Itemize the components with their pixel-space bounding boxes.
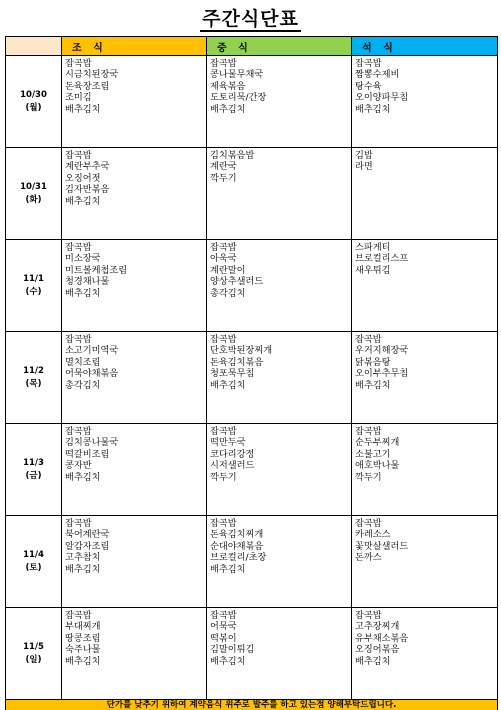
menu-item: 브로컬리/초장 xyxy=(210,552,351,563)
lunch-cell xyxy=(207,148,352,240)
menu-item: 김치콩나물국 xyxy=(65,437,206,448)
menu-item: 잡곡밥 xyxy=(65,242,206,253)
menu-item: 오징어젓 xyxy=(65,173,206,184)
day-row xyxy=(6,424,498,516)
menu-item: 라면 xyxy=(355,161,497,172)
breakfast-cell xyxy=(62,332,207,424)
menu-item: 애호박나물 xyxy=(355,460,497,471)
menu-item: 떡갈비조림 xyxy=(65,449,206,460)
lunch-cell xyxy=(207,56,352,148)
breakfast-cell xyxy=(62,240,207,332)
lunch-cell xyxy=(207,516,352,608)
header-row xyxy=(6,37,498,56)
menu-item: 잡곡밥 xyxy=(210,242,351,253)
menu-item: 배추김치 xyxy=(355,380,497,391)
menu-item: 어묵국 xyxy=(210,621,351,632)
date-cell xyxy=(6,332,62,424)
dinner-cell xyxy=(352,240,498,332)
menu-item: 돈까스 xyxy=(355,552,497,563)
menu-item: 잡곡밥 xyxy=(210,426,351,437)
menu-item: 시금치된장국 xyxy=(65,69,206,80)
breakfast-cell xyxy=(62,608,207,700)
menu-item: 고추장찌개 xyxy=(355,621,497,632)
menu-item: 콩나물무채국 xyxy=(210,69,351,80)
menu-item: 잡곡밥 xyxy=(355,610,497,621)
menu-item: 미트볼케첩조림 xyxy=(65,265,206,276)
menu-item: 오이부추무침 xyxy=(355,368,497,379)
menu-item: 배추김치 xyxy=(65,656,206,667)
day-row xyxy=(6,332,498,424)
menu-item: 김치볶음밥 xyxy=(210,150,351,161)
lunch-cell xyxy=(207,240,352,332)
menu-item: 깍두기 xyxy=(210,472,351,483)
menu-item: 소불고기 xyxy=(355,449,497,460)
menu-item: 소고기미역국 xyxy=(65,345,206,356)
menu-item: 잡곡밥 xyxy=(355,58,497,69)
day-row xyxy=(6,56,498,148)
menu-item: 돈육장조림 xyxy=(65,81,206,92)
lunch-cell xyxy=(207,608,352,700)
menu-item: 청경채나물 xyxy=(65,276,206,287)
menu-item: 계란말이 xyxy=(210,265,351,276)
menu-item: 총각김치 xyxy=(210,288,351,299)
menu-item: 숙주나물 xyxy=(65,644,206,655)
menu-item: 김자반볶음 xyxy=(65,184,206,195)
date-label: 11/2 xyxy=(6,365,61,378)
menu-item: 떡볶이 xyxy=(210,633,351,644)
menu-item: 깍두기 xyxy=(355,472,497,483)
menu-item: 계란부추국 xyxy=(65,161,206,172)
date-cell xyxy=(6,424,62,516)
menu-item: 잡곡밥 xyxy=(65,518,206,529)
lunch-cell xyxy=(207,424,352,516)
menu-table xyxy=(5,36,498,710)
weekday-label: (화) xyxy=(6,194,61,207)
menu-item: 코다리강정 xyxy=(210,449,351,460)
menu-item: 잡곡밥 xyxy=(210,518,351,529)
menu-item: 짬뽕수제비 xyxy=(355,69,497,80)
menu-item: 잡곡밥 xyxy=(355,518,497,529)
menu-item: 청포묵무침 xyxy=(210,368,351,379)
menu-item: 콩자반 xyxy=(65,460,206,471)
menu-item: 배추김치 xyxy=(355,104,497,115)
menu-item: 오이양파무침 xyxy=(355,92,497,103)
weekday-label: (일) xyxy=(6,654,61,667)
weekday-label: (월) xyxy=(6,102,61,115)
menu-item: 땅콩조림 xyxy=(65,633,206,644)
page-title-text: 주간식단표 xyxy=(200,8,301,32)
day-row xyxy=(6,516,498,608)
menu-item: 순두부찌개 xyxy=(355,437,497,448)
menu-item: 잡곡밥 xyxy=(65,58,206,69)
dinner-cell xyxy=(352,56,498,148)
dinner-cell xyxy=(352,148,498,240)
dinner-cell xyxy=(352,516,498,608)
menu-item: 깍두기 xyxy=(210,173,351,184)
menu-item: 오징어볶음 xyxy=(355,644,497,655)
breakfast-cell xyxy=(62,56,207,148)
date-label: 11/3 xyxy=(6,457,61,470)
menu-item: 양상추샐러드 xyxy=(210,276,351,287)
weekday-label: (목) xyxy=(6,378,61,391)
dinner-cell xyxy=(352,424,498,516)
menu-item: 잡곡밥 xyxy=(65,610,206,621)
menu-item: 잡곡밥 xyxy=(210,334,351,345)
menu-item: 아욱국 xyxy=(210,253,351,264)
date-label: 10/30 xyxy=(6,89,61,102)
menu-body xyxy=(6,56,498,700)
menu-item: 배추김치 xyxy=(210,656,351,667)
weekday-label: (금) xyxy=(6,470,61,483)
lunch-cell xyxy=(207,332,352,424)
date-cell xyxy=(6,608,62,700)
menu-item: 시저샐러드 xyxy=(210,460,351,471)
dinner-cell xyxy=(352,332,498,424)
menu-item: 브로컬리스프 xyxy=(355,253,497,264)
menu-item: 제육볶음 xyxy=(210,81,351,92)
menu-item: 잡곡밥 xyxy=(355,334,497,345)
menu-item: 떡만두국 xyxy=(210,437,351,448)
menu-item: 배추김치 xyxy=(210,380,351,391)
menu-item: 닭볶음탕 xyxy=(355,357,497,368)
menu-item: 잡곡밥 xyxy=(65,334,206,345)
menu-item: 우거지해장국 xyxy=(355,345,497,356)
breakfast-cell xyxy=(62,424,207,516)
menu-item: 꽃맛살샐러드 xyxy=(355,541,497,552)
menu-item: 카레소스 xyxy=(355,529,497,540)
day-row xyxy=(6,148,498,240)
menu-item: 김말이튀김 xyxy=(210,644,351,655)
weekday-label: (토) xyxy=(6,562,61,575)
date-label: 11/1 xyxy=(6,273,61,286)
menu-item: 북어계란국 xyxy=(65,529,206,540)
menu-item: 단호박된장찌개 xyxy=(210,345,351,356)
menu-item: 배추김치 xyxy=(65,472,206,483)
menu-item: 계란국 xyxy=(210,161,351,172)
header-dinner: 석 식 xyxy=(352,37,498,56)
day-row xyxy=(6,240,498,332)
date-label: 10/31 xyxy=(6,181,61,194)
menu-item: 유부채소볶음 xyxy=(355,633,497,644)
menu-item: 고추참치 xyxy=(65,552,206,563)
weekday-label: (수) xyxy=(6,286,61,299)
date-label: 11/5 xyxy=(6,641,61,654)
breakfast-cell xyxy=(62,148,207,240)
menu-item: 총각김치 xyxy=(65,380,206,391)
dinner-cell xyxy=(352,608,498,700)
menu-item: 잡곡밥 xyxy=(65,150,206,161)
date-cell xyxy=(6,148,62,240)
menu-item: 김밥 xyxy=(355,150,497,161)
date-label: 11/4 xyxy=(6,549,61,562)
date-cell xyxy=(6,240,62,332)
menu-item: 부대찌개 xyxy=(65,621,206,632)
menu-item: 잡곡밥 xyxy=(210,610,351,621)
header-breakfast: 조 식 xyxy=(62,37,207,56)
date-cell xyxy=(6,516,62,608)
menu-item: 배추김치 xyxy=(65,564,206,575)
menu-item: 배추김치 xyxy=(65,104,206,115)
menu-item: 배추김치 xyxy=(65,288,206,299)
menu-item: 스파게티 xyxy=(355,242,497,253)
breakfast-cell xyxy=(62,516,207,608)
header-lunch: 중 식 xyxy=(207,37,352,56)
menu-item: 미소장국 xyxy=(65,253,206,264)
menu-item: 탕수육 xyxy=(355,81,497,92)
menu-item: 배추김치 xyxy=(210,564,351,575)
menu-item: 어묵야채볶음 xyxy=(65,368,206,379)
date-cell xyxy=(6,56,62,148)
menu-item: 도토리묵/간장 xyxy=(210,92,351,103)
header-empty-cell xyxy=(6,37,62,56)
footer-row xyxy=(6,700,498,710)
menu-item: 멸치조림 xyxy=(65,357,206,368)
footer-note: 단가를 낮추기 위하여 계약음식 위주로 발주를 하고 있는점 양해부탁드립니다. xyxy=(6,700,498,710)
menu-item: 순대야채볶음 xyxy=(210,541,351,552)
page-title xyxy=(0,4,501,31)
menu-item: 알감자조림 xyxy=(65,541,206,552)
menu-item: 조미김 xyxy=(65,92,206,103)
menu-item: 잡곡밥 xyxy=(210,58,351,69)
menu-item: 잡곡밥 xyxy=(65,426,206,437)
menu-item: 배추김치 xyxy=(210,104,351,115)
menu-item: 잡곡밥 xyxy=(355,426,497,437)
day-row xyxy=(6,608,498,700)
menu-item: 새우튀김 xyxy=(355,265,497,276)
menu-item: 돈육김치볶음 xyxy=(210,357,351,368)
menu-item: 배추김치 xyxy=(65,196,206,207)
menu-item: 배추김치 xyxy=(355,656,497,667)
menu-item: 돈육김치찌개 xyxy=(210,529,351,540)
